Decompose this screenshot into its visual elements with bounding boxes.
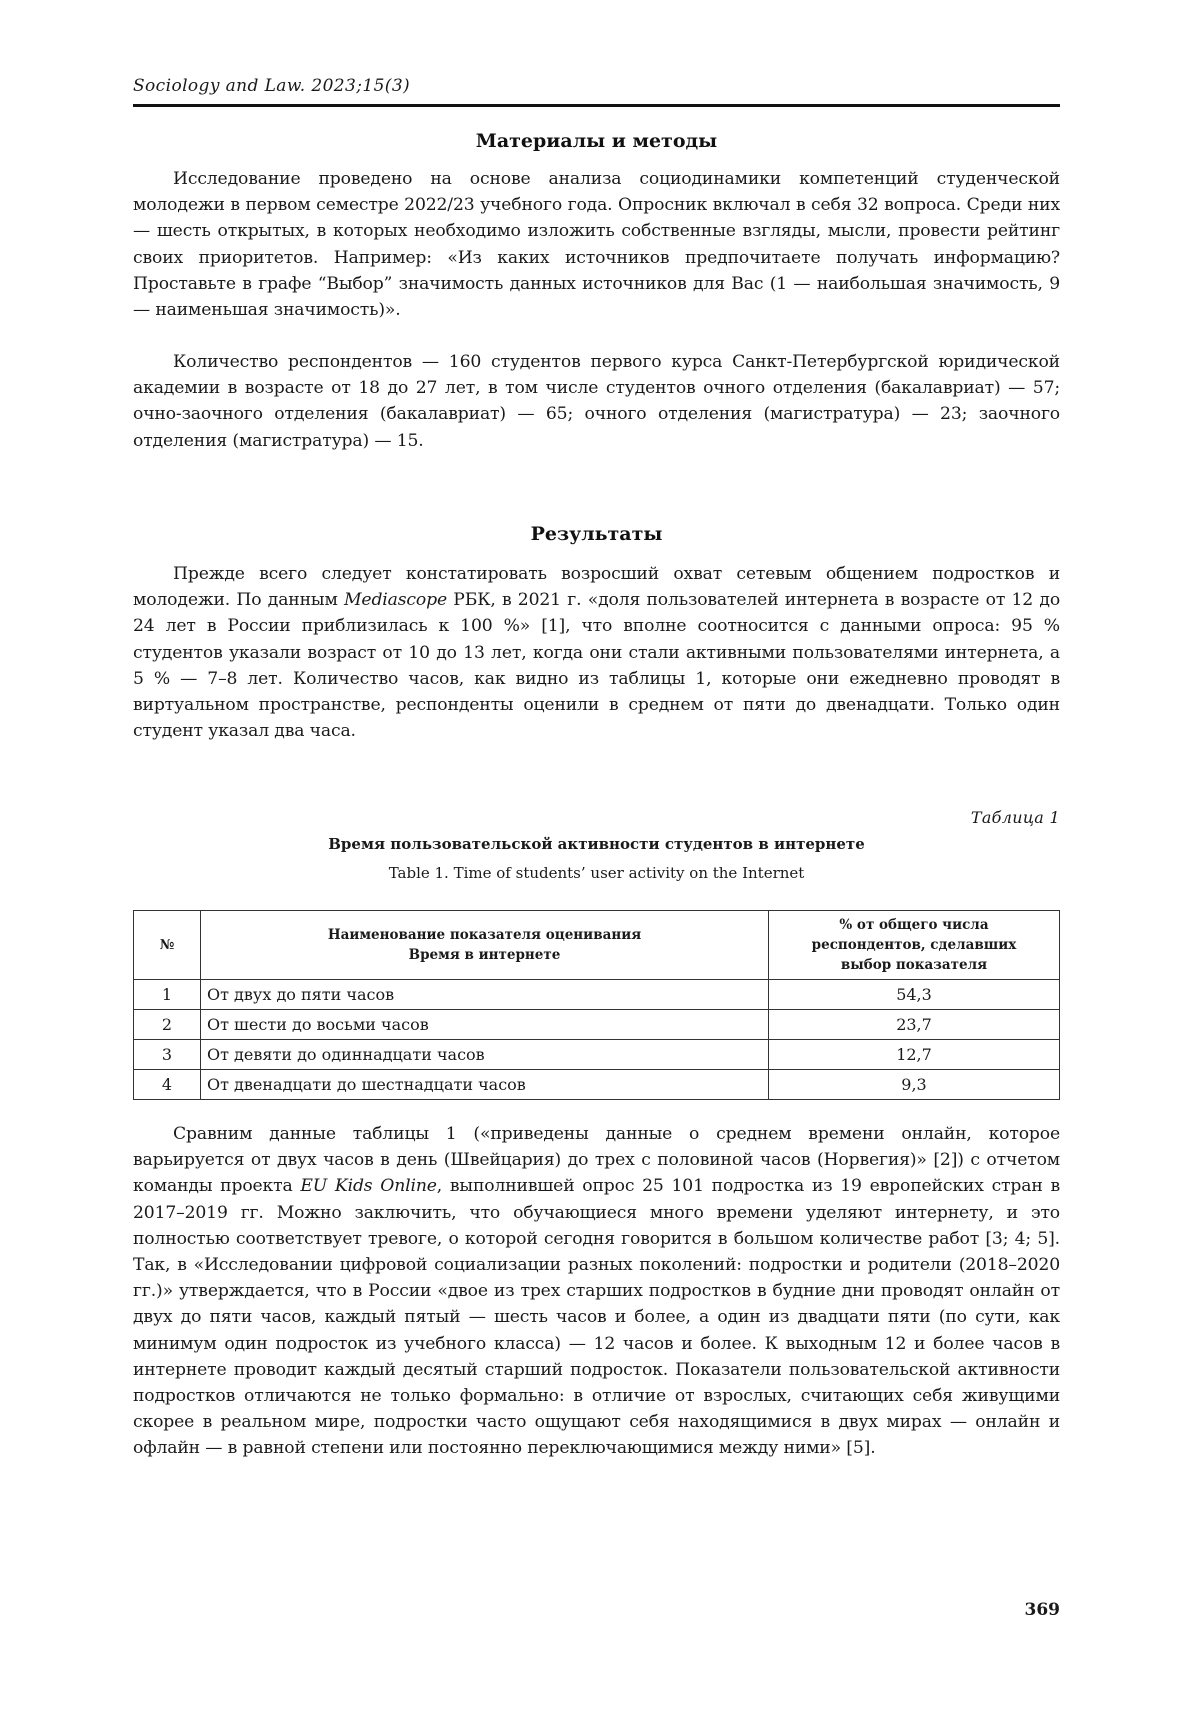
table-header-row	[134, 911, 1060, 980]
header-rule	[133, 104, 1060, 107]
header-num: №	[134, 911, 201, 980]
paragraph-results-1	[133, 561, 1060, 744]
cell-num: 3	[134, 1040, 201, 1070]
header-name-line: Наименование показателя оценивания	[327, 927, 642, 943]
header-pct-line: респондентов, сделавших	[811, 937, 1017, 953]
paragraph-text: Прежде всего следует констатировать возросший охват сетевым общением подростков и молодежи. По данным	[133, 564, 1060, 611]
table-row	[134, 1040, 1060, 1070]
table-title-en: Table 1. Time of students’ user activity on the Internet	[388, 864, 805, 882]
section-heading-results: Результаты	[530, 523, 663, 545]
paragraph-methods-2: Количество респондентов — 160 студентов первого курса Санкт-Петербургской юридической академии в возрасте от 18 до 27 лет, в том числе студентов очного отделения (бакалавриат) — 57; очно-заочного отделения (бакалавриат) — 65; очного отделения (магистратура) — 23; заочного отделения (магистратура) — 15.	[133, 352, 1060, 451]
cell-name: От двух до пяти часов	[201, 980, 769, 1010]
header-name-line: Время в интернете	[408, 947, 561, 963]
cell-name: От шести до восьми часов	[201, 1010, 769, 1040]
section-heading-methods: Материалы и методы	[475, 130, 718, 152]
page-number: 369	[1024, 1600, 1060, 1620]
table-row	[134, 1010, 1060, 1040]
paragraph-text: Сравним данные таблицы 1 («приведены данные о среднем времени онлайн, которое варьируется от двух часов в день (Швейцария) до трех с половиной часов (Норвегия)» [2]) с отчетом команды проекта	[133, 1124, 1060, 1197]
data-table	[133, 910, 1060, 1100]
cell-pct: 9,3	[769, 1070, 1060, 1100]
cell-num: 1	[134, 980, 201, 1010]
cell-name: От двенадцати до шестнадцати часов	[201, 1070, 769, 1100]
table-row	[134, 980, 1060, 1010]
header-name	[201, 911, 769, 980]
running-head: Sociology and Law. 2023;15(3)	[133, 76, 411, 96]
header-pct	[769, 911, 1060, 980]
cell-pct: 12,7	[769, 1040, 1060, 1070]
paragraph-text: , выполнившей опрос 25 101 подростка из 19 европейских стран в 2017–2019 гг. Можно заключить, что обучающиеся много времени уделяют интернету, и это полностью соответствует тревоге, о которой сегодня говорится в большом количестве работ [3; 4; 5]. Так, в «Исследовании цифровой социализации разных поколений: подростки и родители (2018–2020 гг.)» утверждается, что в России «двое из трех старших подростков в будние дни проводят онлайн от двух до пяти часов, каждый пятый — шесть часов и более, а один из двадцати пяти (по сути, как минимум один подросток из учебного класса) — 12 часов и более. К выходным 12 и более часов в интернете проводит каждый десятый старший подросток. Показатели пользовательской активности подростков отличаются не только формально: в отличие от взрослых, считающих себя живущими скорее в реальном мире, подростки часто ощущают себя находящимися в двух мирах — онлайн и офлайн — в равной степени или постоянно переключающимися между ними» [5].	[133, 1176, 1060, 1459]
header-pct-line: % от общего числа	[839, 917, 989, 933]
paragraph-text: РБК, в 2021 г. «доля пользователей интернета в возрасте от 12 до 24 лет в России приблизилась к 100 %» [1], что вполне соотносится с данными опроса: 95 % студентов указали возраст от 10 до 13 лет, когда они стали активными пользователями интернета, а 5 % — 7–8 лет. Количество часов, как видно из таблицы 1, которые они ежедневно проводят в виртуальном пространстве, респонденты оценили в среднем от пяти до двенадцати. Только один студент указал два часа.	[133, 590, 1061, 742]
cell-num: 2	[134, 1010, 201, 1040]
cell-num: 4	[134, 1070, 201, 1100]
header-pct-line: выбор показателя	[840, 957, 988, 973]
cell-pct: 23,7	[769, 1010, 1060, 1040]
cell-name: От девяти до одиннадцати часов	[201, 1040, 769, 1070]
cell-pct: 54,3	[769, 980, 1060, 1010]
table-row	[134, 1070, 1060, 1100]
paragraph-italic: Mediascope	[343, 590, 447, 611]
paragraph-italic: EU Kids Online	[300, 1176, 437, 1197]
paragraph-methods-1: Исследование проведено на основе анализа социодинамики компетенций студенческой молодежи в первом семестре 2022/23 учебного года. Опросник включал в себя 32 вопроса. Среди них — шесть открытых, в которых необходимо изложить собственные взгляды, мысли, провести рейтинг своих приоритетов. Например: «Из каких источников предпочитаете получать информацию? Проставьте в графе “Выбор” значимость данных источников для Вас (1 — наибольшая значимость, 9 — наименьшая значимость)».	[133, 169, 1060, 321]
paragraph-results-2	[133, 1121, 1060, 1462]
table-title-ru: Время пользовательской активности студентов в интернете	[328, 835, 865, 853]
table-label: Таблица 1	[970, 808, 1060, 827]
